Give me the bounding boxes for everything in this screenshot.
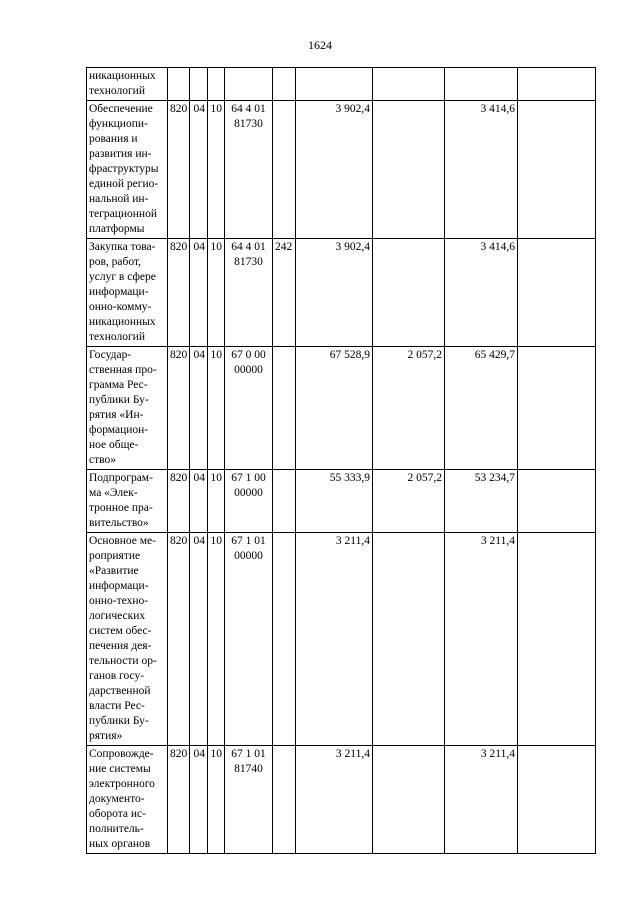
cell-federal	[373, 746, 445, 854]
cell-amount: 3 211,4	[296, 746, 373, 854]
cell-line: 64 4 01	[231, 103, 266, 115]
cell-section: 04	[190, 347, 208, 470]
cell-line: платформы	[89, 223, 145, 235]
cell-expense-type	[273, 470, 296, 533]
cell-line: тельности ор-	[89, 655, 157, 667]
cell-line: рования и	[89, 133, 138, 145]
cell-line: 81740	[234, 763, 263, 775]
cell-federal: 2 057,2	[373, 347, 445, 470]
cell-line: вительство»	[89, 517, 149, 529]
cell-name	[87, 746, 168, 854]
cell-regional: 3 211,4	[445, 533, 518, 746]
cell-line: функциопи-	[89, 118, 148, 130]
cell-expense-type: 242	[273, 239, 296, 347]
cell-ministry: 820	[168, 533, 190, 746]
table-body	[87, 68, 596, 854]
cell-amount: 67 528,9	[296, 347, 373, 470]
cell-line: ганов госу-	[89, 670, 145, 682]
cell-section: 04	[190, 101, 208, 239]
cell-other	[518, 746, 596, 854]
cell-line: Государ-	[89, 349, 132, 361]
cell-federal	[373, 239, 445, 347]
table-row	[87, 746, 596, 854]
cell-target-article	[225, 746, 273, 854]
cell-ministry: 820	[168, 470, 190, 533]
cell-amount: 3 211,4	[296, 533, 373, 746]
cell-line: ние системы	[89, 763, 151, 775]
cell-expense-type	[273, 68, 296, 101]
cell-line: 00000	[234, 364, 263, 376]
cell-federal	[373, 68, 445, 101]
table-row	[87, 101, 596, 239]
cell-line: документо-	[89, 793, 145, 805]
cell-regional: 3 211,4	[445, 746, 518, 854]
cell-line: информаци-	[89, 580, 149, 592]
cell-subsection: 10	[208, 101, 225, 239]
cell-line: единой регио-	[89, 178, 159, 190]
cell-target-article	[225, 101, 273, 239]
cell-line: ство»	[89, 454, 116, 466]
cell-line: технологий	[89, 331, 145, 343]
cell-regional: 3 414,6	[445, 239, 518, 347]
cell-target-article	[225, 347, 273, 470]
cell-other	[518, 68, 596, 101]
cell-line: ных органов	[89, 838, 151, 850]
cell-section: 04	[190, 746, 208, 854]
cell-target-article	[225, 68, 273, 101]
cell-line: 00000	[234, 550, 263, 562]
cell-name	[87, 347, 168, 470]
cell-line: теграционной	[89, 208, 157, 220]
cell-regional: 3 414,6	[445, 101, 518, 239]
cell-line: 00000	[234, 487, 263, 499]
cell-expense-type	[273, 533, 296, 746]
table-row	[87, 533, 596, 746]
cell-ministry: 820	[168, 746, 190, 854]
cell-section	[190, 68, 208, 101]
cell-other	[518, 239, 596, 347]
cell-line: грамма Рес-	[89, 379, 148, 391]
cell-subsection: 10	[208, 533, 225, 746]
cell-line: Обеспечение	[89, 103, 153, 115]
cell-federal: 2 057,2	[373, 470, 445, 533]
cell-line: Сопровожде-	[89, 748, 154, 760]
cell-line: Закупка това-	[89, 241, 156, 253]
cell-federal	[373, 533, 445, 746]
cell-name	[87, 533, 168, 746]
cell-line: электронного	[89, 778, 155, 790]
cell-target-article	[225, 533, 273, 746]
cell-ministry	[168, 68, 190, 101]
cell-expense-type	[273, 347, 296, 470]
cell-regional: 65 429,7	[445, 347, 518, 470]
cell-line: онно-комму-	[89, 301, 152, 313]
cell-line: технологий	[89, 85, 145, 97]
cell-subsection: 10	[208, 347, 225, 470]
cell-subsection: 10	[208, 239, 225, 347]
table-row	[87, 347, 596, 470]
cell-other	[518, 101, 596, 239]
cell-expense-type	[273, 101, 296, 239]
cell-line: никационных	[89, 316, 156, 328]
cell-line: формацион-	[89, 424, 149, 436]
cell-line: 81730	[234, 256, 263, 268]
cell-line: полнитель-	[89, 823, 144, 835]
table-row	[87, 470, 596, 533]
cell-line: логических	[89, 610, 146, 622]
cell-line: дарственной	[89, 685, 151, 697]
cell-line: 67 1 00	[231, 472, 266, 484]
table-row	[87, 68, 596, 101]
cell-amount: 55 333,9	[296, 470, 373, 533]
cell-ministry: 820	[168, 101, 190, 239]
cell-line: публики Бу-	[89, 394, 149, 406]
cell-line: 64 4 01	[231, 241, 266, 253]
cell-line: 67 1 01	[231, 535, 266, 547]
cell-subsection: 10	[208, 746, 225, 854]
cell-line: 67 1 01	[231, 748, 266, 760]
cell-line: печения дея-	[89, 640, 152, 652]
cell-line: «Развитие	[89, 565, 139, 577]
cell-section: 04	[190, 533, 208, 746]
cell-other	[518, 347, 596, 470]
cell-target-article	[225, 239, 273, 347]
cell-line: рятия «Ин-	[89, 409, 144, 421]
cell-line: рятия»	[89, 730, 123, 742]
cell-line: власти Рес-	[89, 700, 145, 712]
cell-subsection	[208, 68, 225, 101]
cell-line: развития ин-	[89, 148, 152, 160]
cell-amount: 3 902,4	[296, 239, 373, 347]
cell-name	[87, 68, 168, 101]
cell-name	[87, 239, 168, 347]
cell-amount	[296, 68, 373, 101]
cell-section: 04	[190, 470, 208, 533]
cell-regional	[445, 68, 518, 101]
cell-line: систем обес-	[89, 625, 152, 637]
cell-line: ственная про-	[89, 364, 157, 376]
cell-expense-type	[273, 746, 296, 854]
cell-line: ное обще-	[89, 439, 139, 451]
cell-line: Основное ме-	[89, 535, 156, 547]
cell-ministry: 820	[168, 239, 190, 347]
cell-name	[87, 101, 168, 239]
cell-line: нальной ин-	[89, 193, 149, 205]
cell-regional: 53 234,7	[445, 470, 518, 533]
cell-line: услуг в сфере	[89, 271, 156, 283]
cell-other	[518, 470, 596, 533]
cell-subsection: 10	[208, 470, 225, 533]
cell-line: онно-техно-	[89, 595, 149, 607]
cell-other	[518, 533, 596, 746]
cell-line: публики Бу-	[89, 715, 149, 727]
cell-line: тронное пра-	[89, 502, 153, 514]
cell-line: роприятие	[89, 550, 141, 562]
cell-section: 04	[190, 239, 208, 347]
cell-line: оборота ис-	[89, 808, 146, 820]
cell-line: ма «Элек-	[89, 487, 138, 499]
cell-line: 81730	[234, 118, 263, 130]
cell-amount: 3 902,4	[296, 101, 373, 239]
page-number: 1624	[308, 38, 332, 52]
cell-line: Подпрограм-	[89, 472, 153, 484]
cell-ministry: 820	[168, 347, 190, 470]
table-row	[87, 239, 596, 347]
cell-line: ров, работ,	[89, 256, 142, 268]
cell-line: фраструктуры	[89, 163, 159, 175]
cell-name	[87, 470, 168, 533]
budget-table	[86, 67, 596, 854]
cell-line: информаци-	[89, 286, 149, 298]
cell-target-article	[225, 470, 273, 533]
cell-line: 67 0 00	[231, 349, 266, 361]
cell-federal	[373, 101, 445, 239]
cell-line: никационных	[89, 70, 156, 82]
